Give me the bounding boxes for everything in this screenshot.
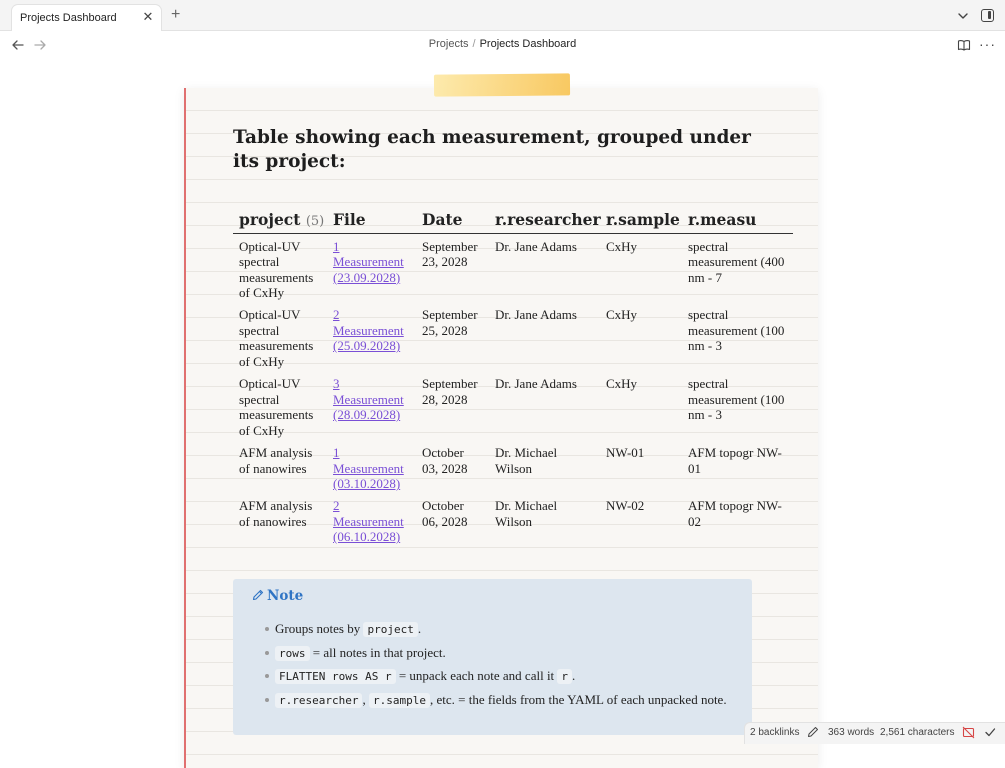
page-title: Table showing each measurement, grouped under its project: [233, 127, 751, 172]
breadcrumb [0, 38, 1005, 50]
cell-measurement: spectral measurement (100 nm - 3 [688, 376, 785, 423]
close-icon[interactable]: ✕ [142, 9, 154, 24]
cell-sample: CxHy [606, 238, 638, 254]
tab-title: Projects Dashboard [20, 12, 117, 24]
cell-project: Optical-UV spectral measurements of CxHy [239, 376, 314, 438]
table-row [233, 302, 793, 371]
tape-decoration [434, 73, 570, 96]
cell-researcher: Dr. Jane Adams [495, 307, 577, 322]
column-header-file[interactable]: File [327, 205, 416, 233]
character-count: 2,561 characters [880, 727, 955, 738]
column-header-researcher[interactable]: r.researcher [489, 205, 600, 233]
cell-measurement: spectral measurement (100 nm - 3 [688, 307, 785, 354]
column-header-measurement[interactable]: r.measu [682, 205, 793, 233]
word-count: 363 words [828, 727, 875, 738]
inline-code: r.sample [369, 693, 430, 708]
callout-list [275, 619, 735, 713]
list-item: r.researcher , r.sample , etc. = the fields from the YAML of each unpacked note. [275, 690, 735, 711]
cell-date: September 23, 2028 [422, 238, 478, 270]
cell-project: Optical-UV spectral measurements of CxHy [239, 307, 314, 369]
inline-code: r [557, 669, 572, 684]
pencil-icon [252, 589, 264, 601]
table-row [233, 440, 793, 493]
pencil-icon[interactable] [807, 726, 819, 738]
cell-sample: NW-01 [606, 445, 645, 460]
cell-researcher: Dr. Michael Wilson [495, 498, 558, 529]
column-header-date[interactable]: Date [416, 205, 489, 233]
sync-disabled-icon[interactable] [962, 726, 975, 739]
cell-date: October 03, 2028 [422, 445, 468, 476]
callout-title[interactable] [252, 588, 303, 604]
column-header-project[interactable]: project (5) [233, 205, 327, 233]
cell-date: September 25, 2028 [422, 307, 478, 338]
file-link[interactable]: 1 Measurement (23.09.2028) [333, 238, 404, 285]
chevron-down-icon[interactable] [956, 9, 970, 23]
inline-code: FLATTEN rows AS r [275, 669, 396, 684]
reading-view-book-icon[interactable] [957, 38, 971, 52]
checkmark-icon[interactable] [984, 726, 996, 738]
new-tab-button[interactable]: + [171, 6, 181, 23]
file-link[interactable]: 2 Measurement (06.10.2028) [333, 498, 404, 545]
status-bar [744, 722, 1005, 744]
more-options-button[interactable]: ··· [979, 36, 996, 52]
table-row [233, 493, 793, 546]
tab-bar [0, 0, 1005, 31]
group-count-badge: (5) [305, 213, 325, 229]
file-link[interactable]: 1 Measurement (03.10.2028) [333, 445, 404, 492]
table-row [233, 233, 793, 302]
cell-researcher: Dr. Jane Adams [495, 376, 577, 391]
file-link[interactable]: 3 Measurement (28.09.2028) [333, 376, 404, 423]
cell-project: Optical-UV spectral measurements of CxHy [239, 238, 314, 301]
cell-project: AFM analysis of nanowires [239, 445, 313, 476]
inline-code: rows [275, 646, 310, 661]
cell-sample: CxHy [606, 376, 638, 391]
note-callout [233, 579, 752, 735]
list-item: Groups notes by project . [275, 619, 735, 640]
right-sidebar-toggle-icon[interactable] [981, 9, 994, 22]
cell-researcher: Dr. Jane Adams [495, 238, 577, 254]
inline-code: r.researcher [275, 693, 362, 708]
cell-sample: NW-02 [606, 498, 645, 513]
cell-measurement: AFM topogr NW-01 [688, 445, 782, 476]
cell-date: October 06, 2028 [422, 498, 468, 529]
column-header-sample[interactable]: r.sample [600, 205, 682, 233]
breadcrumb-current[interactable]: Projects Dashboard [479, 38, 577, 50]
breadcrumb-parent[interactable]: Projects [428, 38, 469, 50]
cell-sample: CxHy [606, 307, 638, 322]
list-item: rows = all notes in that project. [275, 643, 735, 664]
tab-projects-dashboard[interactable] [11, 4, 162, 32]
list-item: FLATTEN rows AS r = unpack each note and call it r . [275, 666, 735, 687]
cell-measurement: spectral measurement (400 nm - 7 [688, 238, 785, 285]
cell-project: AFM analysis of nanowires [239, 498, 313, 529]
cell-researcher: Dr. Michael Wilson [495, 445, 558, 476]
dataview-table [233, 205, 785, 545]
table-header-row [233, 205, 793, 233]
navigation-bar [0, 31, 1005, 59]
file-link[interactable]: 2 Measurement (25.09.2028) [333, 307, 404, 354]
backlinks-count[interactable]: 2 backlinks [750, 727, 800, 738]
table-row [233, 371, 793, 440]
inline-code: project [363, 622, 417, 637]
breadcrumb-separator: / [472, 38, 476, 50]
callout-title-text: Note [267, 588, 304, 604]
cell-measurement: AFM topogr NW-02 [688, 498, 782, 529]
cell-date: September 28, 2028 [422, 376, 478, 407]
